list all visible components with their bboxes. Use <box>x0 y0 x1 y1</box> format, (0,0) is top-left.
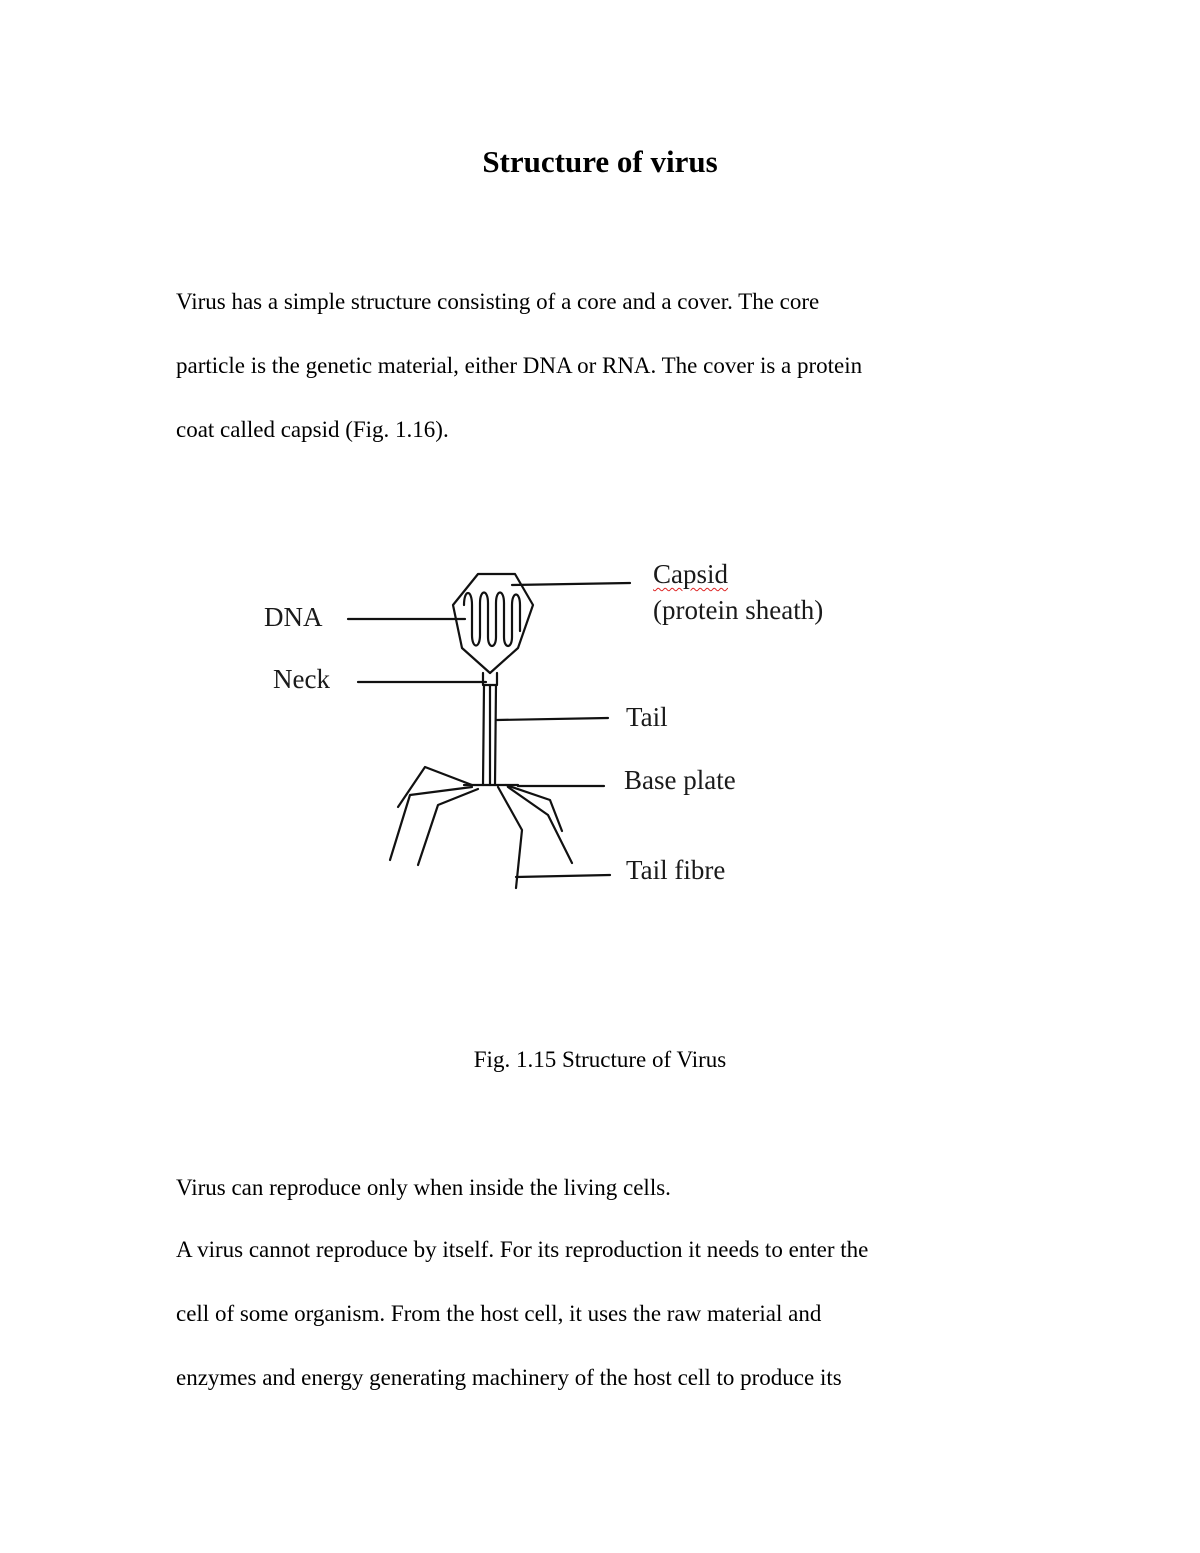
protein-sheath-label: (protein sheath) <box>653 595 824 625</box>
figure-caption: Fig. 1.15 Structure of Virus <box>473 1047 727 1072</box>
tail-label: Tail <box>626 702 668 732</box>
paragraph-line: coat called capsid (Fig. 1.16). <box>176 417 449 442</box>
dna-coil-shape <box>464 593 520 647</box>
paragraph-line: cell of some organism. From the host cell, it uses the raw material and <box>176 1301 822 1326</box>
tail-shape <box>483 685 496 785</box>
page-title: Structure of virus <box>482 144 718 179</box>
paragraph-line: A virus cannot reproduce by itself. For its reproduction it needs to enter the <box>176 1237 869 1262</box>
virus-diagram <box>250 545 900 905</box>
tail-leader-line <box>497 718 608 720</box>
base-plate-label: Base plate <box>624 765 736 795</box>
neck-label: Neck <box>273 664 330 694</box>
reproduction-paragraph <box>176 1156 1036 1220</box>
tail-fibre-shape <box>418 789 478 865</box>
tail-fibre-leader-line <box>516 875 610 877</box>
paragraph-line: Virus has a simple structure consisting of a core and a cover. The core <box>176 289 820 314</box>
paragraph-line: enzymes and energy generating machinery of the host cell to produce its <box>176 1365 842 1390</box>
host-cell-paragraph <box>176 1218 1036 1410</box>
neck-shape <box>483 673 497 685</box>
tail-fibre-label: Tail fibre <box>626 855 726 885</box>
intro-paragraph <box>176 270 1036 462</box>
capsid-leader-line <box>512 583 630 585</box>
tail-fibre-shape <box>498 787 522 888</box>
paragraph-line: particle is the genetic material, either DNA or RNA. The cover is a protein <box>176 353 863 378</box>
capsid-label: Capsid <box>653 559 729 589</box>
dna-label: DNA <box>264 602 323 632</box>
tail-fibre-shape <box>508 787 572 863</box>
paragraph-line: Virus can reproduce only when inside the living cells. <box>176 1175 671 1200</box>
